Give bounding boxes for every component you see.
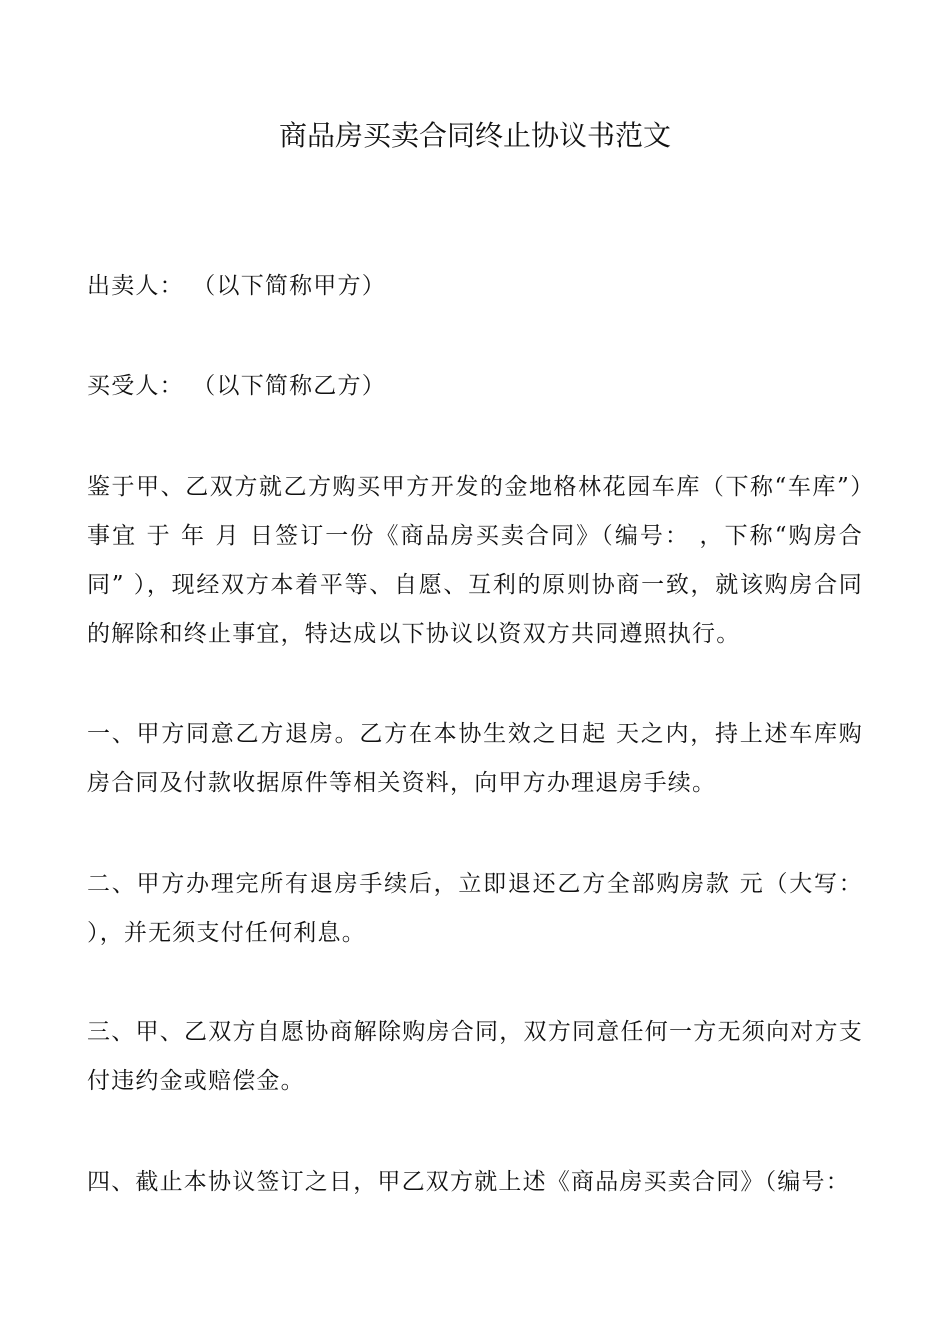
clause-2: 二、甲方办理完所有退房手续后，立即退还乙方全部购房款 元（大写： ），并无须支付任何利息。 — [87, 871, 863, 946]
clause-4: 四、截止本协议签订之日，甲乙双方就上述《商品房买卖合同》（编号： — [87, 1169, 850, 1195]
document-title: 商品房买卖合同终止协议书范文 — [278, 119, 671, 152]
buyer-line: 买受人： （以下简称乙方） — [87, 373, 386, 399]
clause-3: 三、甲、乙双方自愿协商解除购房合同，双方同意任何一方无须向对方支付违约金或赔偿金。 — [87, 1019, 863, 1094]
recital-paragraph: 鉴于甲、乙双方就乙方购买甲方开发的金地格林花园车库（下称“车库”）事宜 于 年 月 日签订一份《商品房买卖合同》（编号： ，下称“购房合同” ），现经双方本着平等、自愿、互利的原则协商一致，就该购房合同的解除和终止事宜，特达成以下协议以资双方共同遵照执行。 — [87, 474, 863, 647]
clause-1: 一、甲方同意乙方退房。乙方在本协生效之日起 天之内，持上述车库购房合同及付款收据原件等相关资料，向甲方办理退房手续。 — [87, 721, 863, 796]
seller-line: 出卖人： （以下简称甲方） — [87, 273, 386, 299]
